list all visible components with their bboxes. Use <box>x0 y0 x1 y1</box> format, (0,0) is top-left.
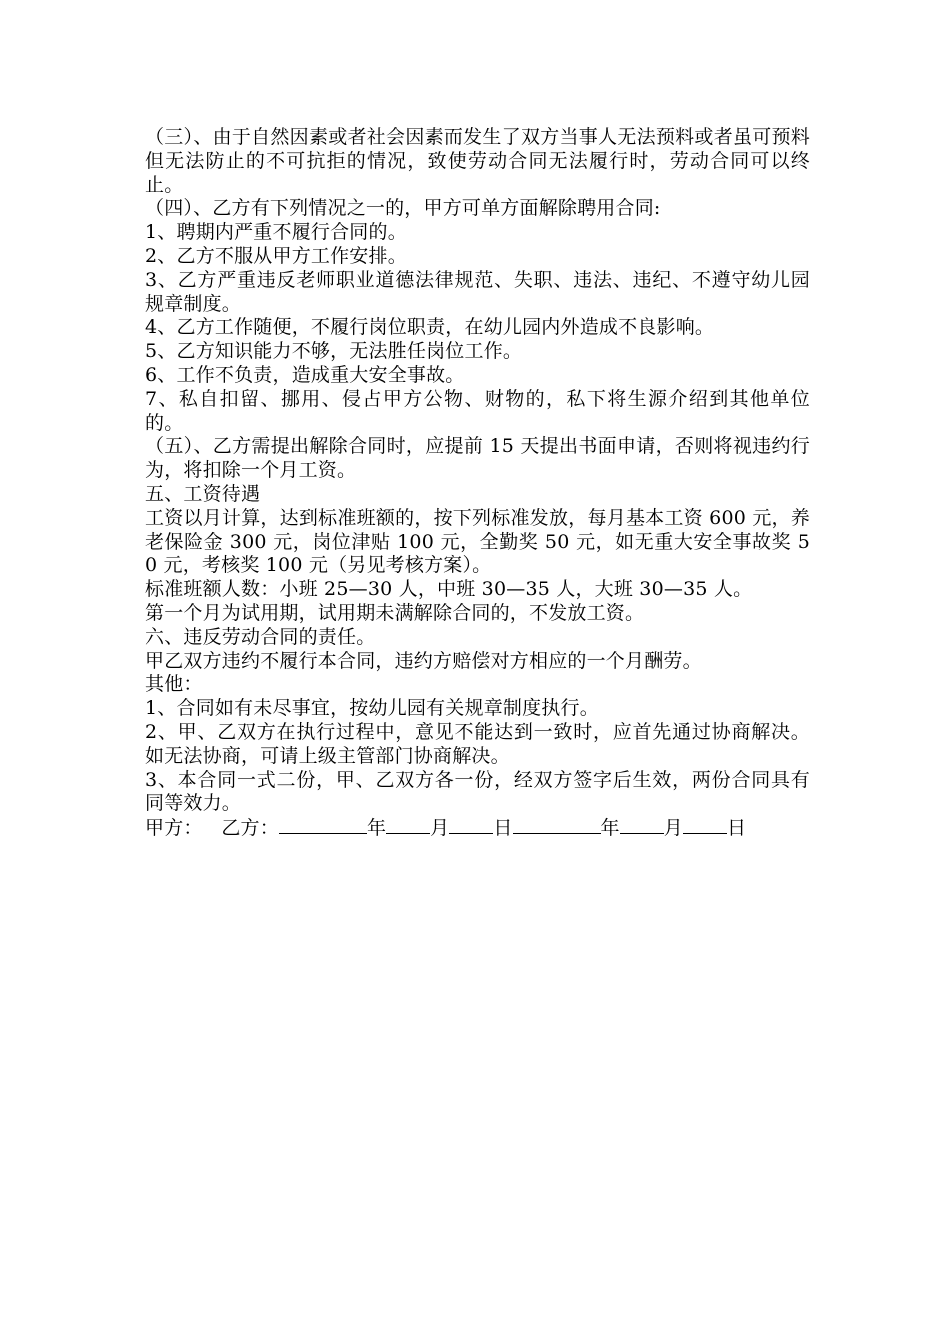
termination-item-3: 3、乙方严重违反老师职业道德法律规范、失职、违法、违纪、不遵守幼儿园规章制度。 <box>145 268 810 315</box>
salary-details: 工资以月计算，达到标准班额的，按下列标准发放，每月基本工资 600 元，养老保险金 300 元，岗位津贴 100 元，全勤奖 50 元，如无重大安全事故奖 50 元，考核奖 100 元（另见考核方案）。 <box>145 506 810 577</box>
other-item-1: 1、合同如有未尽事宜，按幼儿园有关规章制度执行。 <box>145 697 599 720</box>
document-body <box>145 126 810 841</box>
day-blank-a[interactable] <box>449 816 493 834</box>
section-5-heading-salary: 五、工资待遇 <box>145 482 261 505</box>
month-blank-a[interactable] <box>386 816 430 834</box>
probation-period: 第一个月为试用期，试用期未满解除合同的，不发放工资。 <box>145 601 645 624</box>
party-b-label: 乙方： <box>221 817 279 840</box>
termination-item-5: 5、乙方知识能力不够，无法胜任岗位工作。 <box>145 340 523 363</box>
year-label-a: 年 <box>366 817 387 840</box>
clause-3-force-majeure: （三）、由于自然因素或者社会因素而发生了双方当事人无法预料或者虽可预料但无法防止的不可抗拒的情况，致使劳动合同无法履行时，劳动合同可以终止。 <box>145 126 810 196</box>
clause-5-resignation: （五）、乙方需提出解除合同时，应提前 15 天提出书面申请，否则将视违约行为，将扣除一个月工资。 <box>145 435 810 482</box>
other-item-3: 3、本合同一式二份，甲、乙双方各一份，经双方签字后生效，两份合同具有同等效力。 <box>145 768 810 815</box>
termination-item-2: 2、乙方不服从甲方工作安排。 <box>145 244 407 267</box>
termination-item-1: 1、聘期内严重不履行合同的。 <box>145 221 407 244</box>
month-label-a: 月 <box>430 817 450 840</box>
month-label-b: 月 <box>663 817 683 840</box>
year-blank-b[interactable] <box>513 816 601 834</box>
day-label-a: 日 <box>493 817 513 840</box>
signature-line <box>145 816 810 841</box>
other-item-2: 2、甲、乙双方在执行过程中，意见不能达到一致时，应首先通过协商解决。如无法协商，可请上级主管部门协商解决。 <box>145 720 810 767</box>
termination-item-4: 4、乙方工作随便，不履行岗位职责，在幼儿园内外造成不良影响。 <box>145 316 715 339</box>
class-size-standard: 标准班额人数：小班 25—30 人，中班 30—35 人，大班 30—35 人。 <box>145 578 753 601</box>
month-blank-b[interactable] <box>620 816 664 834</box>
section-6-heading-liability: 六、违反劳动合同的责任。 <box>145 625 376 648</box>
termination-item-7: 7、私自扣留、挪用、侵占甲方公物、财物的，私下将生源介绍到其他单位的。 <box>145 387 810 434</box>
day-label-b: 日 <box>726 817 747 840</box>
year-label-b: 年 <box>600 817 620 840</box>
clause-4-termination-heading: （四）、乙方有下列情况之一的，甲方可单方面解除聘用合同: <box>145 197 661 220</box>
party-a-label: 甲方： <box>145 817 203 840</box>
other-heading: 其他： <box>145 673 203 696</box>
breach-compensation: 甲乙双方违约不履行本合同，违约方赔偿对方相应的一个月酬劳。 <box>145 649 702 672</box>
termination-item-6: 6、工作不负责，造成重大安全事故。 <box>145 363 465 386</box>
day-blank-b[interactable] <box>683 816 727 834</box>
year-blank-a[interactable] <box>279 816 367 834</box>
